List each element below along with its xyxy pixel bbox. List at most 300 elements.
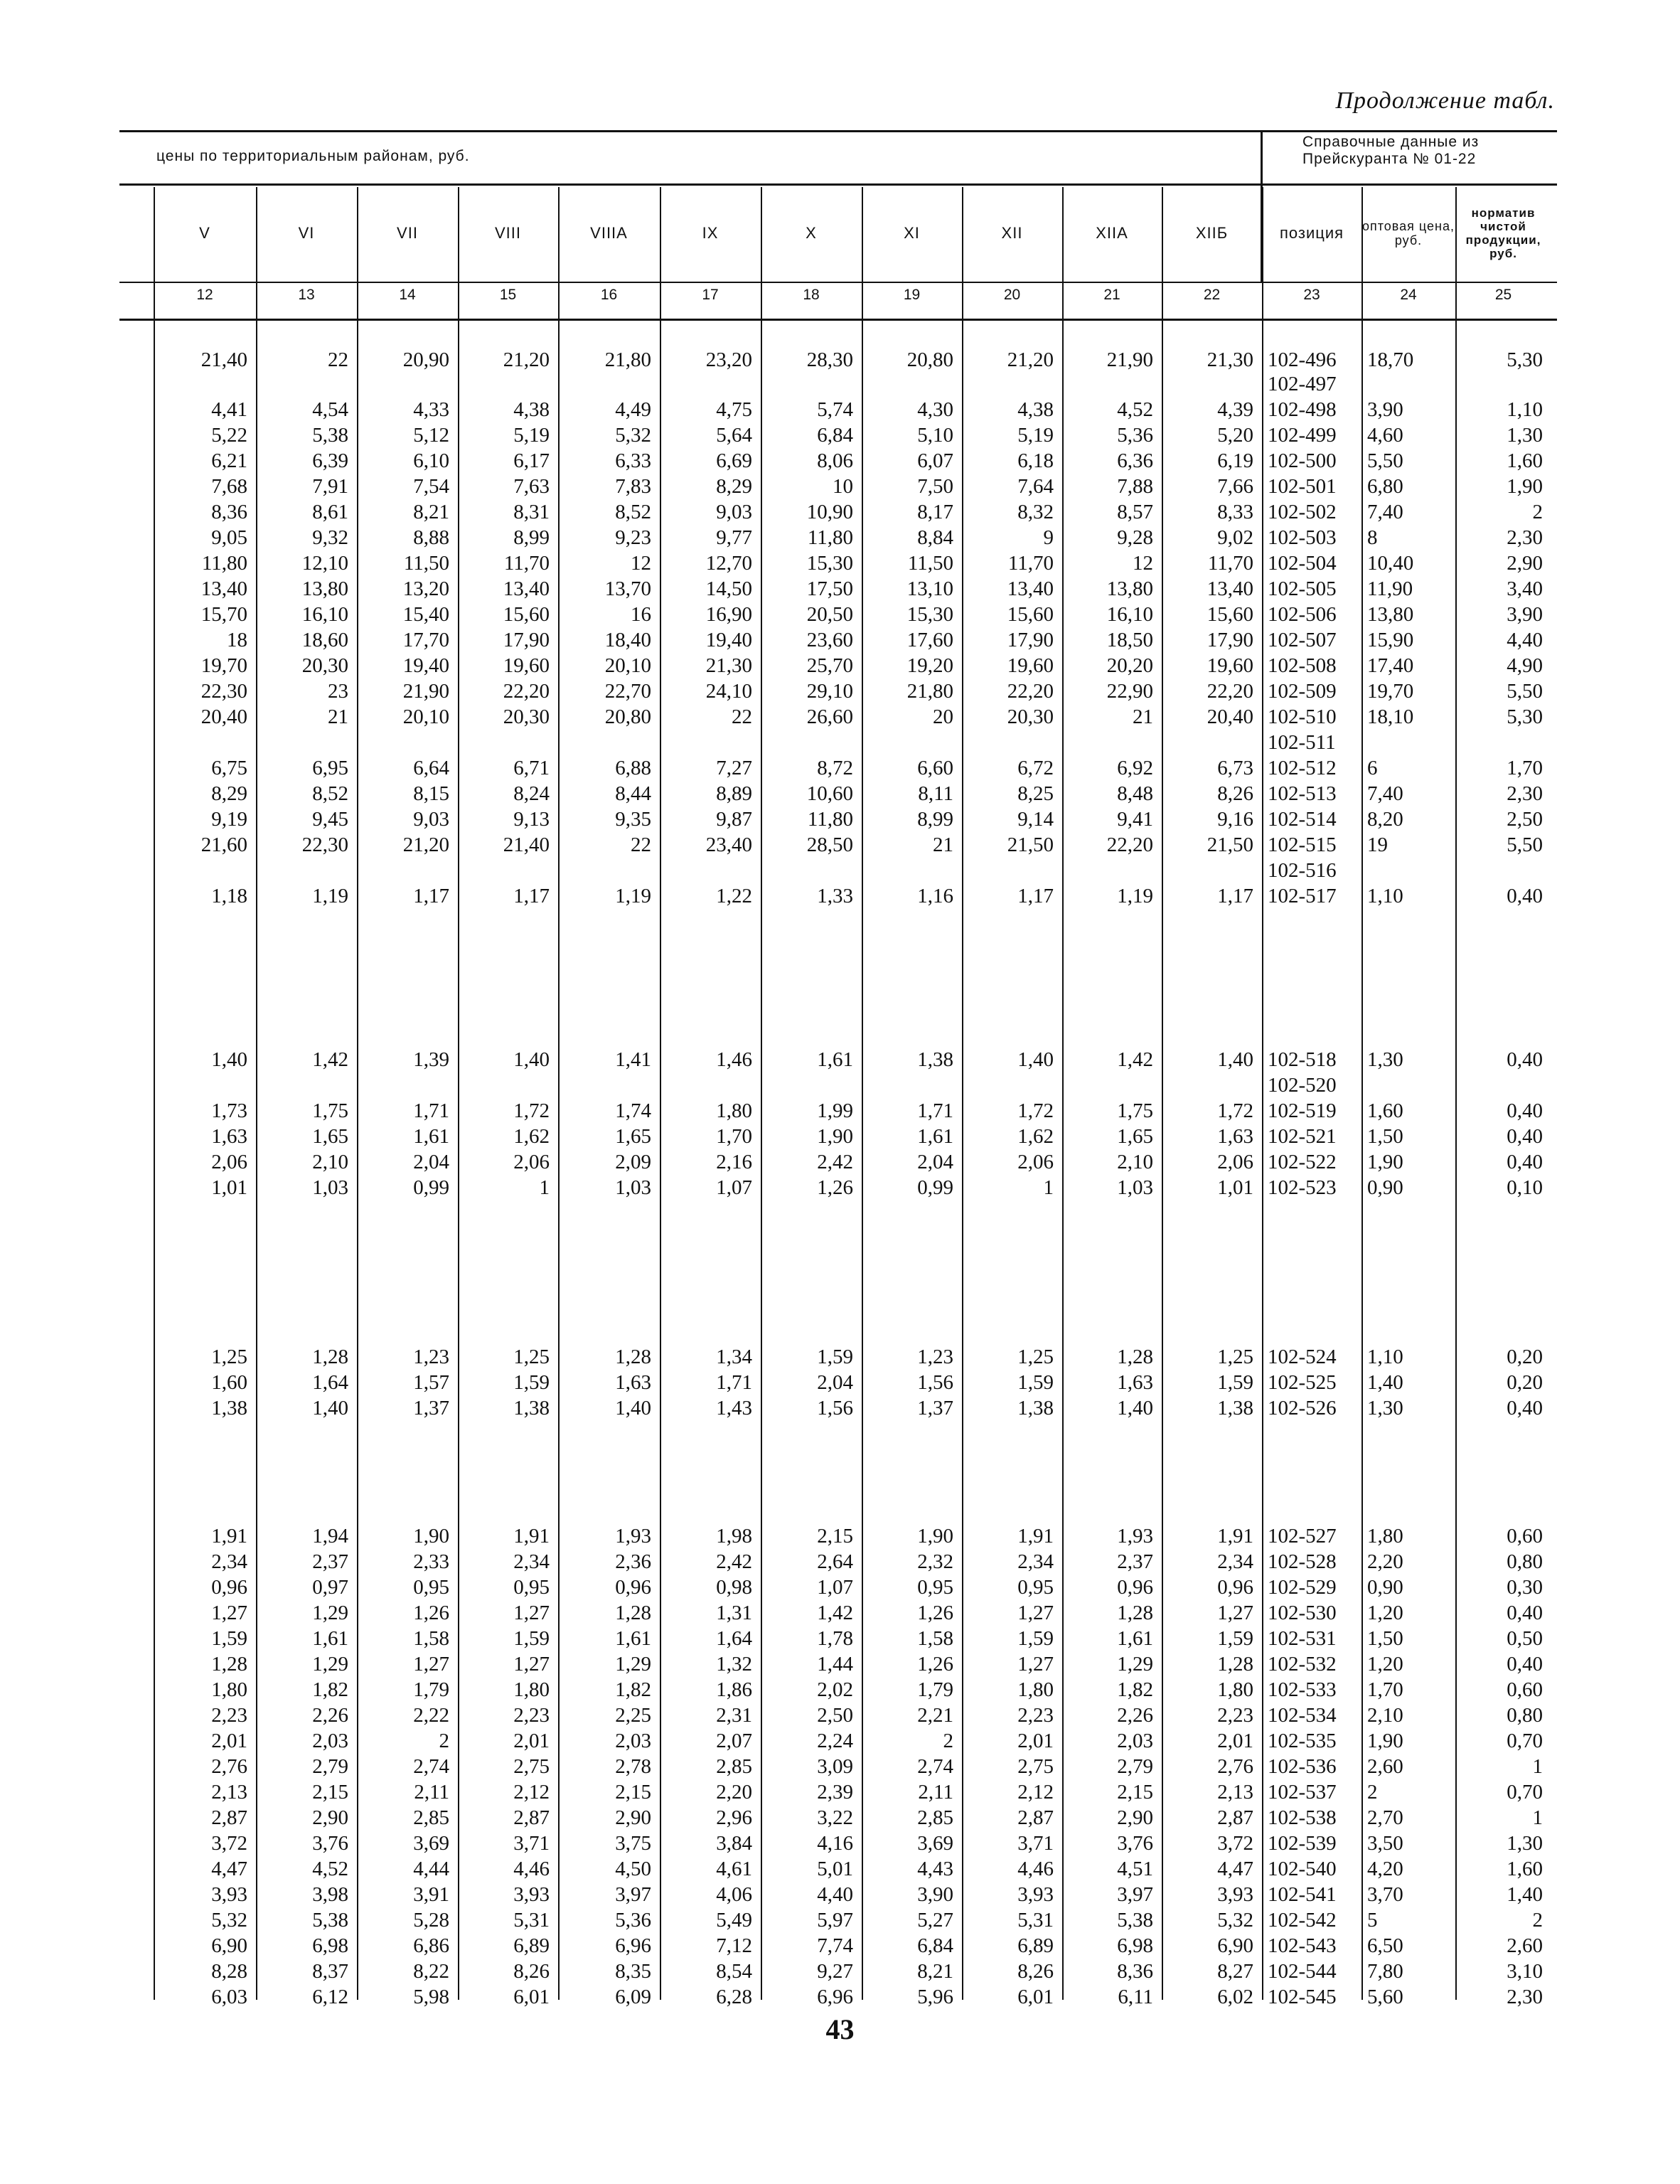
table-cell: 1,16 — [917, 885, 953, 907]
table-cell: 3,97 — [1117, 1883, 1153, 1906]
table-cell: 1,38 — [1217, 1397, 1253, 1419]
position-code-cell: 102-532 — [1268, 1653, 1337, 1676]
position-code-cell: 102-519 — [1268, 1099, 1337, 1122]
table-cell: 20,80 — [906, 348, 953, 371]
table-cell: 23,60 — [806, 629, 853, 651]
table-cell: 8,99 — [513, 526, 550, 549]
table-cell: 1,19 — [1117, 885, 1153, 907]
table-cell: 1,75 — [312, 1099, 348, 1122]
table-cell: 1,82 — [312, 1678, 348, 1701]
table-cell: 1,91 — [513, 1525, 550, 1548]
table-cell: 21,80 — [906, 680, 953, 703]
table-cell: 21,20 — [402, 833, 449, 856]
table-cell: 6,64 — [413, 757, 449, 779]
table-cell: 1,32 — [716, 1653, 752, 1676]
table-cell: 1,27 — [513, 1653, 550, 1676]
table-cell: 3,09 — [817, 1755, 853, 1778]
table-cell: 1,59 — [513, 1627, 550, 1650]
table-cell: 5,32 — [1217, 1909, 1253, 1932]
table-cell — [154, 858, 247, 883]
table-row — [0, 1370, 1680, 1395]
table-cell: 10 — [833, 475, 853, 498]
table-cell: 13,80 — [1106, 577, 1153, 600]
table-cell: 0,96 — [1117, 1576, 1153, 1599]
table-cell: 9,13 — [513, 808, 550, 831]
table-cell — [660, 371, 752, 397]
table-cell: 5,30 — [1507, 348, 1543, 371]
table-cell: 11,80 — [807, 526, 853, 549]
table-cell: 5,28 — [413, 1909, 449, 1932]
table-cell — [256, 1072, 348, 1098]
table-cell: 2,26 — [312, 1704, 348, 1727]
table-row — [0, 1754, 1680, 1779]
table-cell — [1062, 730, 1153, 755]
table-cell: 1,78 — [817, 1627, 853, 1650]
table-cell — [458, 858, 550, 883]
table-cell: 15,30 — [806, 552, 853, 575]
table-cell: 15,30 — [906, 603, 953, 626]
table-cell — [1367, 858, 1454, 883]
position-code-cell: 102-526 — [1268, 1397, 1337, 1419]
table-cell: 6,84 — [917, 1934, 953, 1957]
table-cell: 5,97 — [817, 1909, 853, 1932]
position-code-cell: 102-521 — [1268, 1125, 1337, 1148]
table-cell: 9,41 — [1117, 808, 1153, 831]
table-cell: 4,60 — [1367, 424, 1403, 447]
table-row — [0, 1072, 1680, 1098]
table-cell: 5,32 — [211, 1909, 247, 1932]
column-header: XIIA — [1096, 224, 1128, 242]
position-code-cell: 102-500 — [1268, 449, 1337, 472]
table-cell — [558, 730, 651, 755]
table-cell: 21,40 — [200, 348, 247, 371]
table-cell: 5,38 — [312, 424, 348, 447]
table-cell: 6,39 — [312, 449, 348, 472]
table-cell — [1062, 1072, 1153, 1098]
table-cell: 1,23 — [917, 1346, 953, 1368]
table-cell: 20,50 — [806, 603, 853, 626]
position-code-cell: 102-545 — [1268, 1986, 1337, 2008]
table-cell: 1 — [1532, 1806, 1543, 1829]
table-cell: 2,06 — [211, 1151, 247, 1173]
table-cell: 3,22 — [817, 1806, 853, 1829]
table-cell: 1,28 — [1117, 1602, 1153, 1624]
table-cell: 21,20 — [503, 348, 550, 371]
table-cell: 19,60 — [1007, 654, 1054, 677]
table-cell: 0,95 — [1017, 1576, 1054, 1599]
table-cell: 1,10 — [1507, 398, 1543, 421]
table-cell: 1,42 — [312, 1048, 348, 1071]
table-cell: 2,10 — [1117, 1151, 1153, 1173]
table-cell: 4,39 — [1217, 398, 1253, 421]
table-cell: 0,40 — [1507, 1397, 1543, 1419]
table-cell: 13,40 — [1007, 577, 1054, 600]
table-cell: 8,61 — [312, 501, 348, 523]
table-cell: 1,79 — [917, 1678, 953, 1701]
table-cell: 8,26 — [513, 1960, 550, 1983]
table-cell: 1,90 — [917, 1525, 953, 1548]
table-cell: 1,38 — [917, 1048, 953, 1071]
table-cell: 15,60 — [1007, 603, 1054, 626]
table-cell: 3,40 — [1507, 577, 1543, 600]
table-cell: 8 — [1367, 526, 1378, 549]
table-cell: 1,90 — [413, 1525, 449, 1548]
table-cell: 1,28 — [1217, 1653, 1253, 1676]
table-cell: 1,50 — [1367, 1125, 1403, 1148]
table-cell — [458, 371, 550, 397]
table-cell: 8,28 — [211, 1960, 247, 1983]
table-cell: 6,12 — [312, 1986, 348, 2008]
column-number: 15 — [499, 287, 517, 303]
column-header: норматив чистой продукции, руб. — [1465, 206, 1541, 260]
table-cell: 5,96 — [917, 1986, 953, 2008]
table-cell: 1,27 — [413, 1653, 449, 1676]
table-cell: 21,90 — [1106, 348, 1153, 371]
table-cell: 21 — [1133, 705, 1153, 728]
position-code-cell: 102-503 — [1268, 526, 1337, 549]
table-cell: 17,70 — [402, 629, 449, 651]
table-cell: 9,77 — [716, 526, 752, 549]
table-cell: 1,57 — [413, 1371, 449, 1394]
table-cell: 8,17 — [917, 501, 953, 523]
table-cell: 9,87 — [716, 808, 752, 831]
table-cell: 1,90 — [1367, 1730, 1403, 1752]
position-code-cell: 102-543 — [1268, 1934, 1337, 1957]
column-header: XII — [1001, 224, 1023, 242]
table-row — [0, 1703, 1680, 1728]
table-cell: 1,44 — [817, 1653, 853, 1676]
table-cell: 3,10 — [1507, 1960, 1543, 1983]
table-cell: 1,25 — [211, 1346, 247, 1368]
table-cell: 1,56 — [917, 1371, 953, 1394]
table-cell: 4,54 — [312, 398, 348, 421]
table-cell — [660, 1072, 752, 1098]
table-cell: 20,30 — [301, 654, 348, 677]
table-cell: 5,36 — [615, 1909, 651, 1932]
table-cell: 2,12 — [513, 1781, 550, 1804]
table-cell — [660, 858, 752, 883]
table-cell: 4,47 — [211, 1858, 247, 1880]
table-cell: 1,38 — [513, 1397, 550, 1419]
table-cell: 4,52 — [1117, 398, 1153, 421]
position-code-cell: 102-518 — [1268, 1048, 1337, 1071]
table-cell: 1 — [1043, 1176, 1054, 1199]
table-cell: 8,84 — [917, 526, 953, 549]
table-cell: 2,87 — [211, 1806, 247, 1829]
header-rule — [119, 183, 1557, 186]
table-cell: 10,40 — [1367, 552, 1414, 575]
table-cell: 1,90 — [1507, 475, 1543, 498]
table-cell: 19,70 — [1367, 680, 1414, 703]
table-cell: 2,25 — [615, 1704, 651, 1727]
table-cell — [458, 730, 550, 755]
table-cell: 1,30 — [1507, 1832, 1543, 1855]
table-cell: 1,80 — [1367, 1525, 1403, 1548]
table-cell: 2,85 — [917, 1806, 953, 1829]
table-cell: 2,90 — [312, 1806, 348, 1829]
table-cell: 13,70 — [604, 577, 651, 600]
table-cell: 1,60 — [211, 1371, 247, 1394]
table-cell: 2,10 — [1367, 1704, 1403, 1727]
table-cell: 9,16 — [1217, 808, 1253, 831]
table-cell: 1,61 — [817, 1048, 853, 1071]
table-cell: 2,11 — [414, 1781, 449, 1804]
table-cell: 5,22 — [211, 424, 247, 447]
table-cell: 1,90 — [1367, 1151, 1403, 1173]
table-cell: 6,75 — [211, 757, 247, 779]
table-cell — [558, 858, 651, 883]
table-cell: 3,69 — [917, 1832, 953, 1855]
table-cell: 4,75 — [716, 398, 752, 421]
table-row — [0, 883, 1680, 909]
table-cell: 3,70 — [1367, 1883, 1403, 1906]
table-cell: 1,40 — [513, 1048, 550, 1071]
position-code-cell: 102-529 — [1268, 1576, 1337, 1599]
table-row — [0, 1651, 1680, 1677]
table-cell: 19,40 — [402, 654, 449, 677]
table-cell: 6,10 — [413, 449, 449, 472]
table-row — [0, 781, 1680, 806]
column-number: 17 — [702, 287, 719, 303]
table-cell: 11,80 — [201, 552, 247, 575]
table-cell — [1367, 1072, 1454, 1098]
table-cell: 21,60 — [200, 833, 247, 856]
table-cell — [962, 858, 1054, 883]
table-cell: 8,21 — [917, 1960, 953, 1983]
table-cell — [862, 1072, 953, 1098]
table-cell: 0,30 — [1507, 1576, 1543, 1599]
table-cell: 7,40 — [1367, 501, 1403, 523]
column-header: VIII — [494, 224, 521, 242]
table-cell: 4,16 — [817, 1832, 853, 1855]
table-cell — [962, 1072, 1054, 1098]
position-code-cell: 102-507 — [1268, 629, 1337, 651]
table-cell: 0,97 — [312, 1576, 348, 1599]
table-cell: 20,40 — [200, 705, 247, 728]
table-cell: 1,25 — [1217, 1346, 1253, 1368]
table-cell: 6,69 — [716, 449, 752, 472]
table-cell: 20,10 — [402, 705, 449, 728]
table-cell: 1,26 — [917, 1653, 953, 1676]
table-cell: 8,26 — [1017, 1960, 1054, 1983]
column-header: XI — [904, 224, 920, 242]
table-cell: 1,99 — [817, 1099, 853, 1122]
table-cell: 8,24 — [513, 782, 550, 805]
table-cell: 3,72 — [1217, 1832, 1253, 1855]
table-cell: 1,17 — [513, 885, 550, 907]
table-cell: 8,44 — [615, 782, 651, 805]
table-cell: 0,99 — [413, 1176, 449, 1199]
table-row — [0, 1626, 1680, 1651]
table-cell: 3,93 — [513, 1883, 550, 1906]
table-cell: 5 — [1367, 1909, 1378, 1932]
table-cell: 1,60 — [1507, 449, 1543, 472]
table-cell: 1,40 — [1367, 1371, 1403, 1394]
table-cell — [1162, 858, 1253, 883]
position-code-cell: 102-506 — [1268, 603, 1337, 626]
table-row — [0, 1856, 1680, 1882]
position-code-cell: 102-538 — [1268, 1806, 1337, 1829]
table-row — [0, 371, 1680, 397]
table-cell: 1,38 — [211, 1397, 247, 1419]
table-cell: 19,40 — [705, 629, 752, 651]
table-row — [0, 1677, 1680, 1703]
table-cell: 22,20 — [1007, 680, 1054, 703]
table-cell: 13,40 — [200, 577, 247, 600]
table-cell: 2,06 — [513, 1151, 550, 1173]
position-code-cell: 102-522 — [1268, 1151, 1337, 1173]
table-cell: 1,70 — [1367, 1678, 1403, 1701]
table-cell: 23 — [328, 680, 348, 703]
table-cell: 1,73 — [211, 1099, 247, 1122]
table-cell: 8,22 — [413, 1960, 449, 1983]
table-cell: 2,96 — [716, 1806, 752, 1829]
table-row — [0, 397, 1680, 422]
table-cell: 1,26 — [917, 1602, 953, 1624]
table-cell — [357, 858, 449, 883]
table-cell: 22,90 — [1106, 680, 1153, 703]
table-cell: 0,40 — [1507, 1602, 1543, 1624]
table-cell: 8,99 — [917, 808, 953, 831]
table-cell: 1,29 — [312, 1653, 348, 1676]
table-cell: 0,60 — [1507, 1525, 1543, 1548]
table-cell: 1,07 — [716, 1176, 752, 1199]
table-cell: 1,75 — [1117, 1099, 1153, 1122]
table-cell: 8,20 — [1367, 808, 1403, 831]
table-cell: 15,70 — [200, 603, 247, 626]
table-cell: 3,90 — [1367, 398, 1403, 421]
table-cell: 1,42 — [817, 1602, 853, 1624]
table-cell: 3,75 — [615, 1832, 651, 1855]
table-cell: 2,32 — [917, 1550, 953, 1573]
table-cell: 2 — [1532, 501, 1543, 523]
column-number: 22 — [1203, 287, 1221, 303]
table-cell — [962, 730, 1054, 755]
table-cell: 1,61 — [312, 1627, 348, 1650]
table-cell: 1,59 — [1017, 1371, 1054, 1394]
table-cell: 2,74 — [413, 1755, 449, 1778]
table-cell: 4,46 — [1017, 1858, 1054, 1880]
table-cell: 1,40 — [1507, 1883, 1543, 1906]
table-cell: 12,70 — [705, 552, 752, 575]
table-row — [0, 755, 1680, 781]
table-cell: 2,85 — [413, 1806, 449, 1829]
table-cell: 3,97 — [615, 1883, 651, 1906]
table-cell: 2,79 — [1117, 1755, 1153, 1778]
table-cell: 8,06 — [817, 449, 853, 472]
table-cell: 8,11 — [918, 782, 953, 805]
table-cell: 4,41 — [211, 398, 247, 421]
position-code-cell: 102-539 — [1268, 1832, 1337, 1855]
table-cell: 21,80 — [604, 348, 651, 371]
table-cell: 6,09 — [615, 1986, 651, 2008]
table-cell — [1162, 371, 1253, 397]
table-cell: 2,30 — [1507, 1986, 1543, 2008]
table-cell: 18,60 — [301, 629, 348, 651]
table-row — [0, 1575, 1680, 1600]
table-cell — [256, 730, 348, 755]
table-cell: 2,23 — [1217, 1704, 1253, 1727]
table-cell: 19 — [1367, 833, 1388, 856]
table-cell — [1367, 371, 1454, 397]
table-cell: 2,64 — [817, 1550, 853, 1573]
table-cell: 11,50 — [907, 552, 953, 575]
table-cell: 19,70 — [200, 654, 247, 677]
table-cell: 1,42 — [1117, 1048, 1153, 1071]
position-code-cell: 102-497 — [1268, 373, 1337, 395]
table-cell: 1,03 — [615, 1176, 651, 1199]
table-cell: 15,90 — [1367, 629, 1414, 651]
table-cell: 6,21 — [211, 449, 247, 472]
table-cell: 8,29 — [211, 782, 247, 805]
table-cell: 6,07 — [917, 449, 953, 472]
table-cell: 1,70 — [716, 1125, 752, 1148]
position-code-cell: 102-516 — [1268, 859, 1337, 882]
position-code-cell: 102-515 — [1268, 833, 1337, 856]
position-code-cell: 102-540 — [1268, 1858, 1337, 1880]
position-code-cell: 102-542 — [1268, 1909, 1337, 1932]
table-cell: 7,54 — [413, 475, 449, 498]
table-cell: 6,89 — [1017, 1934, 1054, 1957]
table-cell: 1,20 — [1367, 1653, 1403, 1676]
table-cell — [357, 1072, 449, 1098]
table-cell: 0,40 — [1507, 885, 1543, 907]
table-cell: 22 — [732, 705, 752, 728]
table-row — [0, 1779, 1680, 1805]
table-cell: 1,61 — [1117, 1627, 1153, 1650]
table-cell: 3,76 — [1117, 1832, 1153, 1855]
table-cell: 2,01 — [1217, 1730, 1253, 1752]
table-cell: 1,26 — [413, 1602, 449, 1624]
table-cell: 2,06 — [1217, 1151, 1253, 1173]
table-cell: 1,40 — [312, 1397, 348, 1419]
table-cell: 2,26 — [1117, 1704, 1153, 1727]
table-cell: 1,20 — [1367, 1602, 1403, 1624]
table-cell: 4,20 — [1367, 1858, 1403, 1880]
table-cell — [761, 371, 853, 397]
table-cell: 2,13 — [211, 1781, 247, 1804]
table-cell: 2,75 — [1017, 1755, 1054, 1778]
table-row — [0, 1098, 1680, 1124]
table-cell: 1,34 — [716, 1346, 752, 1368]
position-code-cell: 102-537 — [1268, 1781, 1337, 1804]
table-cell: 8,89 — [716, 782, 752, 805]
table-cell: 1,01 — [211, 1176, 247, 1199]
table-cell: 6,33 — [615, 449, 651, 472]
table-cell: 21,90 — [402, 680, 449, 703]
table-cell: 2,07 — [716, 1730, 752, 1752]
table-cell: 2,60 — [1507, 1934, 1543, 1957]
position-code-cell: 102-531 — [1268, 1627, 1337, 1650]
table-cell — [154, 1072, 247, 1098]
table-cell: 22,20 — [503, 680, 550, 703]
column-number: 25 — [1494, 287, 1512, 303]
table-row — [0, 1549, 1680, 1575]
table-cell: 0,99 — [917, 1176, 953, 1199]
table-cell: 7,80 — [1367, 1960, 1403, 1983]
table-cell: 1,63 — [615, 1371, 651, 1394]
table-cell: 11,80 — [807, 808, 853, 831]
table-cell: 5,64 — [716, 424, 752, 447]
table-cell: 2,90 — [1117, 1806, 1153, 1829]
table-row — [0, 576, 1680, 602]
table-cell: 6,01 — [513, 1986, 550, 2008]
table-cell: 0,40 — [1507, 1099, 1543, 1122]
table-cell: 5,50 — [1367, 449, 1403, 472]
table-cell: 1,30 — [1507, 424, 1543, 447]
table-cell: 10,60 — [806, 782, 853, 805]
position-code-cell: 102-528 — [1268, 1550, 1337, 1573]
